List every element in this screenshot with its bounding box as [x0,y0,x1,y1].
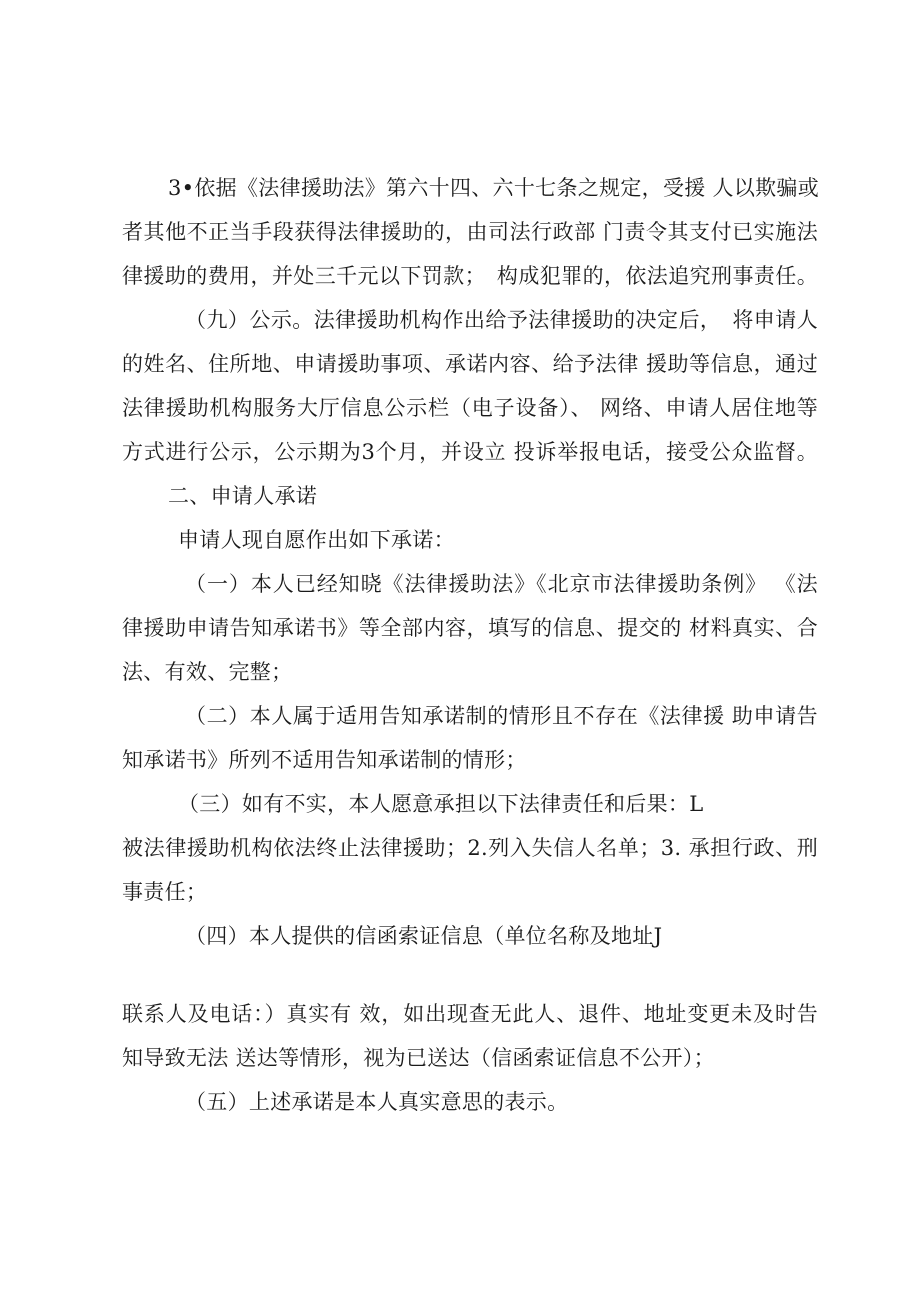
paragraph-line: （九）公示。法律援助机构作出给予法律援助的决定后， 将申请人 [185,308,818,332]
paragraph-line: 法、有效、完整； [122,660,293,684]
paragraph-line: 的姓名、住所地、申请援助事项、承诺内容、给予法律 援助等信息，通过 [122,352,818,376]
paragraph-line: 律援助申请告知承诺书》等全部内容，填写的信息、提交的 材料真实、合 [122,616,818,640]
section-heading: 二、申请人承诺 [168,484,318,508]
paragraph-line: 律援助的费用，并处三千元以下罚款； 构成犯罪的，依法追究刑事责任。 [122,264,818,288]
paragraph-line: 事责任； [122,880,208,904]
paragraph-line: 方式进行公示，公示期为3个月，并设立 投诉举报电话，接受公众监督。 [122,440,818,464]
paragraph-line: 3•依据《法律援助法》第六十四、六十七条之规定，受援 人以欺骗或 [168,176,820,200]
paragraph-line: （一）本人已经知晓《法律援助法》《北京市法律援助条例》 《法 [185,572,818,596]
paragraph-line: 联系人及电话：）真实有 效，如出现查无此人、退件、地址变更未及时告 [122,1002,818,1026]
paragraph-line: 知承诺书》所列不适用告知承诺制的情形； [122,748,527,772]
paragraph-line: 被法律援助机构依法终止法律援助；2.列入失信人名单；3. 承担行政、刑 [122,836,818,860]
paragraph-line: （三）如有不实，本人愿意承担以下法律责任和后果：L [178,792,704,816]
paragraph-line: 者其他不正当手段获得法律援助的，由司法行政部 门责令其支付已实施法 [122,220,818,244]
paragraph-line: 申请人现自愿作出如下承诺： [178,528,455,552]
paragraph-line: 知导致无法 送达等情形，视为已送达（信函索证信息不公开）； [122,1046,715,1070]
paragraph-line: （四）本人提供的信函索证信息（单位名称及地址J [185,924,663,948]
paragraph-line: （五）上述承诺是本人真实意思的表示。 [185,1090,569,1114]
paragraph-line: （二）本人属于适用告知承诺制的情形且不存在《法律援 助申请告 [185,704,818,728]
paragraph-line: 法律援助机构服务大厅信息公示栏（电子设备）、 网络、申请人居住地等 [122,396,818,420]
